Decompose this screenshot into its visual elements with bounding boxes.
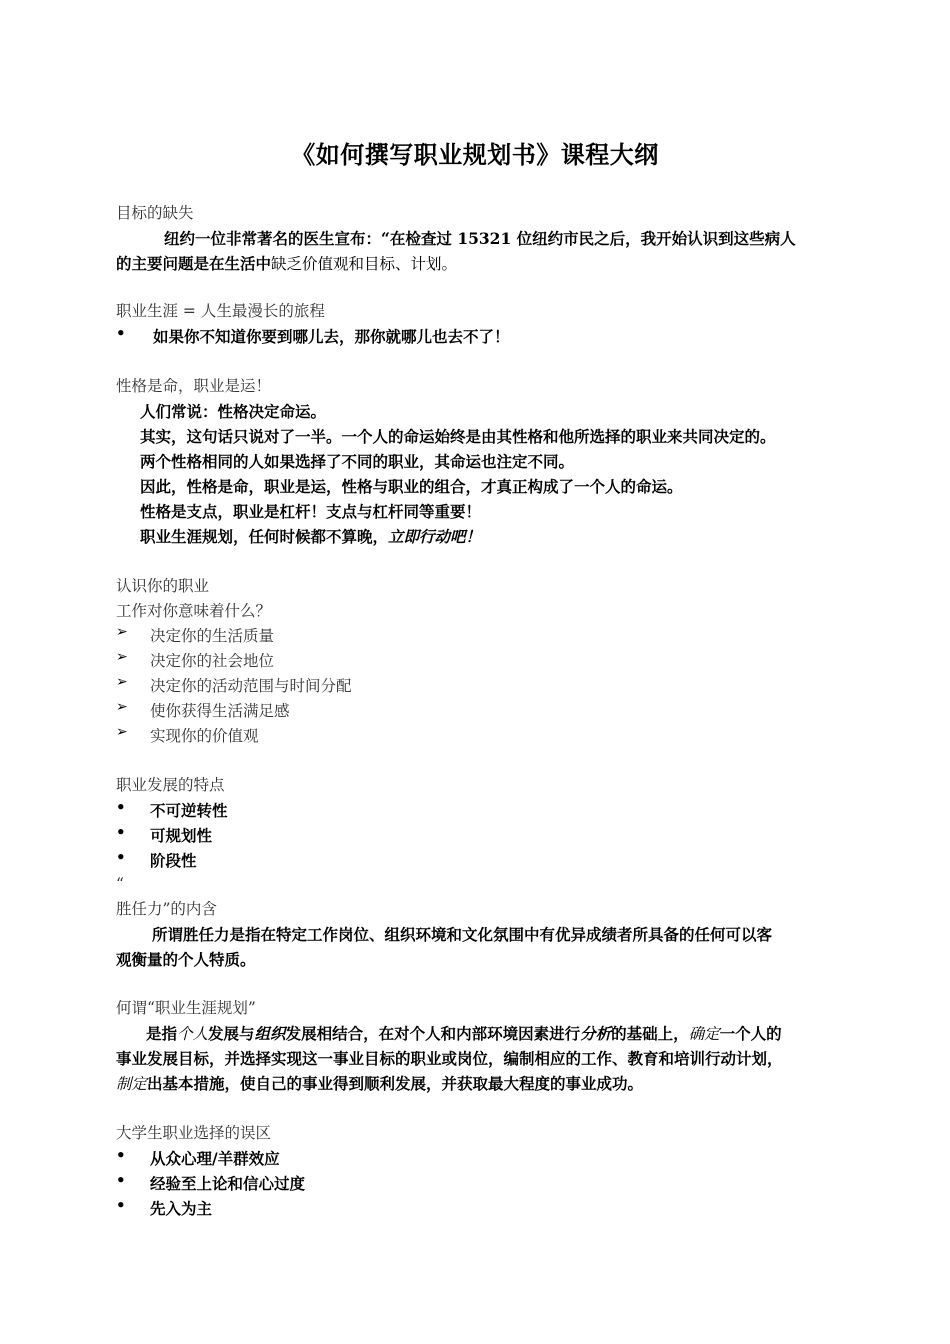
section-heading-personality: 性格是命，职业是运！	[116, 377, 272, 395]
list-item: 决定你的生活质量	[150, 627, 275, 645]
action-emphasis: 立即行动吧！	[388, 527, 482, 546]
section-heading-know-career: 认识你的职业	[116, 577, 210, 595]
paragraph-doctor-line1: 纽约一位非常著名的医生宣布：“在检查过 15321 位纽约市民之后，我开始认识到这些病人	[164, 229, 796, 248]
section-heading-career-planning: 何谓“职业生涯规划”	[116, 999, 256, 1017]
text-run: 发展与	[208, 1024, 255, 1043]
section-heading-career-journey: 职业生涯 = 人生最漫长的旅程	[116, 302, 325, 320]
list-item: 从众心理/羊群效应	[150, 1149, 280, 1168]
text-run-italic: 制定	[116, 1075, 148, 1093]
paragraph-competency-line2: 观衡量的个人特质。	[116, 950, 256, 969]
action-text: 职业生涯规划，任何时候都不算晚，	[140, 527, 389, 546]
text-run: 一个人的	[719, 1024, 782, 1043]
quote-mark: “	[116, 875, 124, 893]
paragraph-doctor-bold: 的主要问题是在生活中	[116, 254, 272, 273]
section-heading-competency: 胜任力”的内含	[116, 900, 217, 918]
list-item: 不可逆转性	[150, 801, 228, 820]
paragraph-line: 两个性格相同的人如果选择了不同的职业，其命运也注定不同。	[140, 452, 575, 471]
list-item: 实现你的价值观	[150, 727, 259, 745]
arrow-bullet-icon: ➢	[116, 624, 128, 640]
bullet-icon: •	[116, 1146, 126, 1164]
paragraph-doctor-normal: 缺乏价值观和目标、计划。	[271, 255, 458, 273]
arrow-bullet-icon: ➢	[116, 699, 128, 715]
paragraph-competency-line1: 所谓胜任力是指在特定工作岗位、组织环境和文化氛围中有优异成绩者所具备的任何可以客	[152, 925, 773, 944]
paragraph-planning-line3	[116, 1071, 851, 1097]
text-run-italic-bold: 分析	[580, 1024, 612, 1043]
list-item: 先入为主	[150, 1199, 213, 1218]
section-heading-goal-loss: 目标的缺失	[116, 204, 194, 222]
list-item: 阶段性	[150, 851, 197, 870]
text-run-italic: 个人	[177, 1025, 209, 1043]
text-run: 发展相结合，在对个人和内部环境因素进行	[285, 1024, 581, 1043]
paragraph-line: 性格是支点，职业是杠杆！支点与杠杆同等重要！	[140, 502, 482, 521]
text-run-italic-bold: 组织	[254, 1024, 286, 1043]
paragraph-planning-line2: 事业发展目标，并选择实现这一事业目标的职业或岗位，编制相应的工作、教育和培训行动计划，	[116, 1049, 783, 1068]
paragraph-planning-line1	[116, 1021, 851, 1047]
bullet-icon: •	[116, 1171, 126, 1189]
list-item: 可规划性	[150, 826, 213, 845]
paragraph-line-action	[140, 524, 875, 549]
list-item: 经验至上论和信心过度	[150, 1174, 306, 1193]
paragraph-doctor-line2	[116, 251, 851, 277]
arrow-bullet-icon: ➢	[116, 674, 128, 690]
document-title: 《如何撰写职业规划书》课程大纲	[291, 140, 659, 169]
bullet-icon: •	[116, 823, 126, 841]
list-item: 使你获得生活满足感	[150, 702, 290, 720]
paragraph-line: 其实，这句话只说对了一半。一个人的命运始终是由其性格和他所选择的职业来共同决定的。	[140, 427, 776, 446]
arrow-bullet-icon: ➢	[116, 724, 128, 740]
arrow-bullet-icon: ➢	[116, 649, 128, 665]
bullet-icon: •	[116, 324, 126, 342]
bullet-icon: •	[116, 1196, 126, 1214]
section-heading-misconceptions: 大学生职业选择的误区	[116, 1124, 272, 1142]
text-run: 是指	[146, 1024, 178, 1043]
section-subheading: 工作对你意味着什么？	[116, 602, 272, 620]
bullet-icon: •	[116, 798, 126, 816]
paragraph-line: 因此，性格是命，职业是运，性格与职业的组合，才真正构成了一个人的命运。	[140, 477, 683, 496]
text-run: 出基本措施，使自己的事业得到顺利发展，并获取最大程度的事业成功。	[147, 1074, 644, 1093]
text-run: 的基础上，	[611, 1024, 689, 1043]
list-item: 决定你的活动范围与时间分配	[150, 677, 352, 695]
list-item: 决定你的社会地位	[150, 652, 275, 670]
bullet-icon: •	[116, 848, 126, 866]
paragraph-line: 人们常说：性格决定命运。	[140, 402, 327, 421]
text-run-italic: 确定	[688, 1025, 720, 1043]
list-item: 如果你不知道你要到哪儿去，那你就哪儿也去不了！	[153, 327, 510, 346]
section-heading-career-traits: 职业发展的特点	[116, 776, 225, 794]
